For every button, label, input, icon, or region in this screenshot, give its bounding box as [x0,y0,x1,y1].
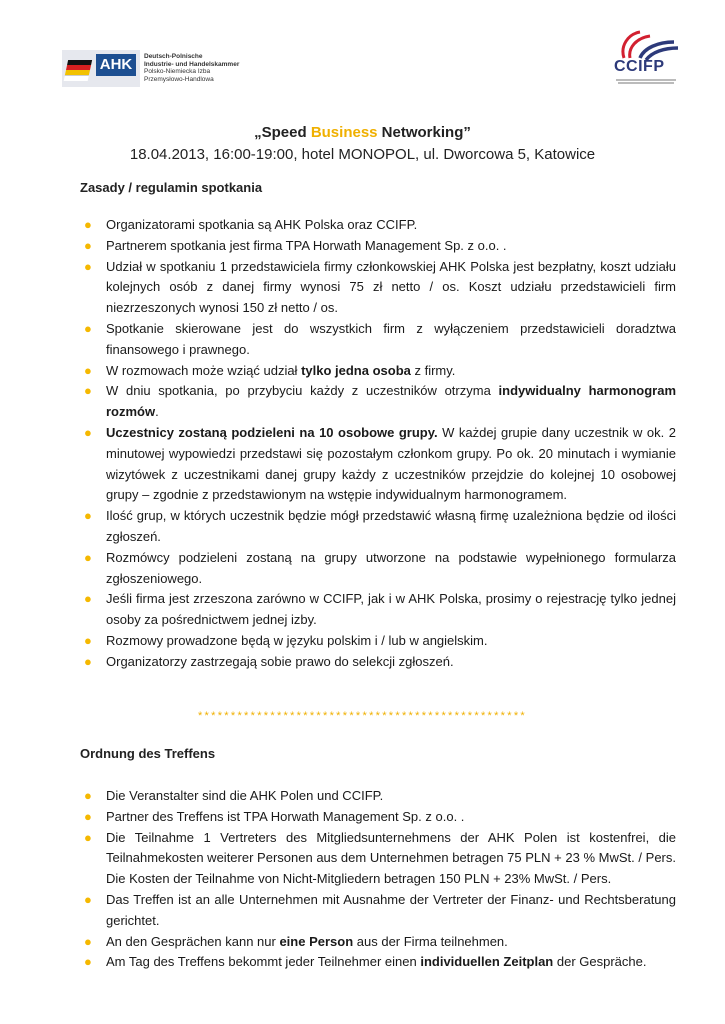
bullet-icon: ● [84,237,92,253]
list-item [80,423,676,506]
item-text: Rozmówcy podzieleni zostaną na grupy utworzone na podstawie wypełnionego formularza zgłoszeniowego. [106,549,676,586]
list-item [80,807,676,828]
item-text: Rozmowy prowadzone będą w języku polskim i / lub w angielskim. [106,632,488,648]
ahk-logo-lines [144,53,239,83]
bullet-icon: ● [84,549,92,565]
section-separator: ************************************************** [197,710,528,722]
polish-rules-list [80,215,676,673]
list-item [80,631,676,652]
item-text: Das Treffen ist an alle Unternehmen mit Ausnahme der Vertreter der Finanz- und Rechtsberatung gerichtet. [106,891,676,928]
ccifp-wordmark: CCIFP [614,58,665,75]
list-item [80,381,676,423]
flag-icon [64,60,92,80]
item-text: Ilość grup, w których uczestnik będzie mógł przedstawić własną firmę uzależniona będzie od ilości zgłoszeń. [106,508,676,544]
emphasis-text: individuellen Zeitplan [420,954,554,970]
ccifp-swoosh-icon [610,28,682,62]
item-text: Die Teilnahme 1 Vertreters des Mitgliedsunternehmens der AHK Polen ist kostenfrei, die Teilnahmekosten weiterer Personen aus dem Unternehmen betragen 75 PLN + 23 % MwSt. / Pers. Die Kosten der Teilnahme von Nicht-Mitgliedern betragen 150 PLN + 23% MwSt. / Pers. [106,829,676,887]
ahk-line: Polsko-Niemiecka Izba [144,68,211,75]
item-text: Organizatorzy zastrzegają sobie prawo do selekcji zgłoszeń. [106,653,454,669]
bullet-icon: ● [84,808,92,824]
bullet-icon: ● [84,788,92,803]
title-accent: Business [310,124,378,141]
bullet-icon: ● [84,362,92,378]
item-text: Partner des Treffens ist TPA Horwath Management Sp. z o.o. . [106,808,465,824]
item-text: W każdej grupie dany uczestnik w ok. 2 minutowej wypowiedzi przedstawi się pozostałym członkom grupy. Po ok. 20 minutach i wymianie wizytówek z uczestnikami danej grupy każdy z uczestników przejdzie do kolejnej 10 osobowej grupy – zgodnie z przedstawionym na wstępie indywidualnym harmonogramem. [106,424,676,503]
bullet-icon: ● [84,424,92,440]
bullet-icon: ● [84,954,92,970]
list-item [80,589,676,631]
item-text: An den Gesprächen kann nur [106,933,280,949]
bullet-icon: ● [84,591,92,607]
german-rules-list [80,786,676,973]
page-header [0,0,725,110]
emphasis-text: tylko jedna osoba [301,362,411,378]
bullet-icon: ● [84,933,92,949]
ahk-wordmark: AHK [96,54,136,76]
ahk-logo [62,50,240,87]
ccifp-logo [610,28,682,94]
bullet-icon: ● [84,320,92,336]
item-text: Udział w spotkaniu 1 przedstawiciela firmy członkowskiej AHK Polska jest bezpłatny, koszt udziału kolejnych osób z danej firmy wynosi 75 zł netto / os. Koszt udziału przedstawicieli firm niezrzeszonych wynosi 150 zł netto / os. [106,258,676,316]
german-section-heading: Ordnung des Treffens [80,746,216,761]
bullet-icon: ● [84,891,92,907]
list-item [80,257,676,319]
list-item [80,786,676,807]
item-text: . [155,404,159,420]
title-prefix: „Speed [254,124,311,141]
item-text: W dniu spotkania, po przybyciu każdy z uczestników otrzyma [106,383,499,399]
list-item [80,361,676,382]
item-text: Organizatorami spotkania są AHK Polska oraz CCIFP. [106,217,418,232]
emphasis-text: indywidualny harmonogram rozmów [106,383,677,420]
document-title [0,124,725,141]
emphasis-text: Uczestnicy zostaną podzieleni na 10 osobowe grupy. [106,424,438,440]
item-text: aus der Firma teilnehmen. [353,933,508,949]
list-item [80,952,676,973]
item-text: W rozmowach może wziąć udział [106,362,302,378]
item-text: Partnerem spotkania jest firma TPA Horwath Management Sp. z o.o. . [106,237,507,253]
title-suffix: Networking” [377,124,471,141]
bullet-icon: ● [84,258,92,274]
list-item [80,319,676,361]
list-item [80,236,676,257]
item-text: Jeśli firma jest zrzeszona zarówno w CCIFP, jak i w AHK Polska, prosimy o rejestrację tylko jednej osoby za pośrednictwem jednej izby. [106,591,676,628]
ahk-logo-mark [62,50,140,87]
item-text: z firmy. [410,362,456,378]
event-details: 18.04.2013, 16:00-19:00, hotel MONOPOL, ul. Dworcowa 5, Katowice [129,146,596,163]
list-item [80,828,676,890]
polish-section-heading: Zasady / regulamin spotkania [80,180,263,195]
bullet-icon: ● [84,508,92,524]
list-item [80,652,676,673]
ahk-line: Industrie- und Handelskammer [144,60,240,68]
bullet-icon: ● [84,653,92,669]
item-text: Am Tag des Treffens bekommt jeder Teilnehmer einen [106,954,421,970]
bullet-icon: ● [84,383,92,399]
bullet-icon: ● [84,632,92,648]
list-item [80,506,676,548]
item-text: Die Veranstalter sind die AHK Polen und CCIFP. [106,788,384,803]
emphasis-text: eine Person [279,933,354,949]
item-text: der Gespräche. [553,954,647,970]
bullet-icon: ● [84,217,92,232]
ahk-line: Deutsch-Polnische [144,53,203,60]
item-text: Spotkanie skierowane jest do wszystkich firm z wyłączeniem przedstawicieli doradztwa finansowego i prawnego. [106,320,676,357]
bullet-icon: ● [84,829,92,845]
list-item [80,932,676,953]
list-item [80,890,676,932]
list-item [80,548,676,590]
list-item [80,215,676,236]
ahk-line: Przemysłowo-Handlowa [144,75,214,83]
ccifp-fine-print [610,78,682,85]
